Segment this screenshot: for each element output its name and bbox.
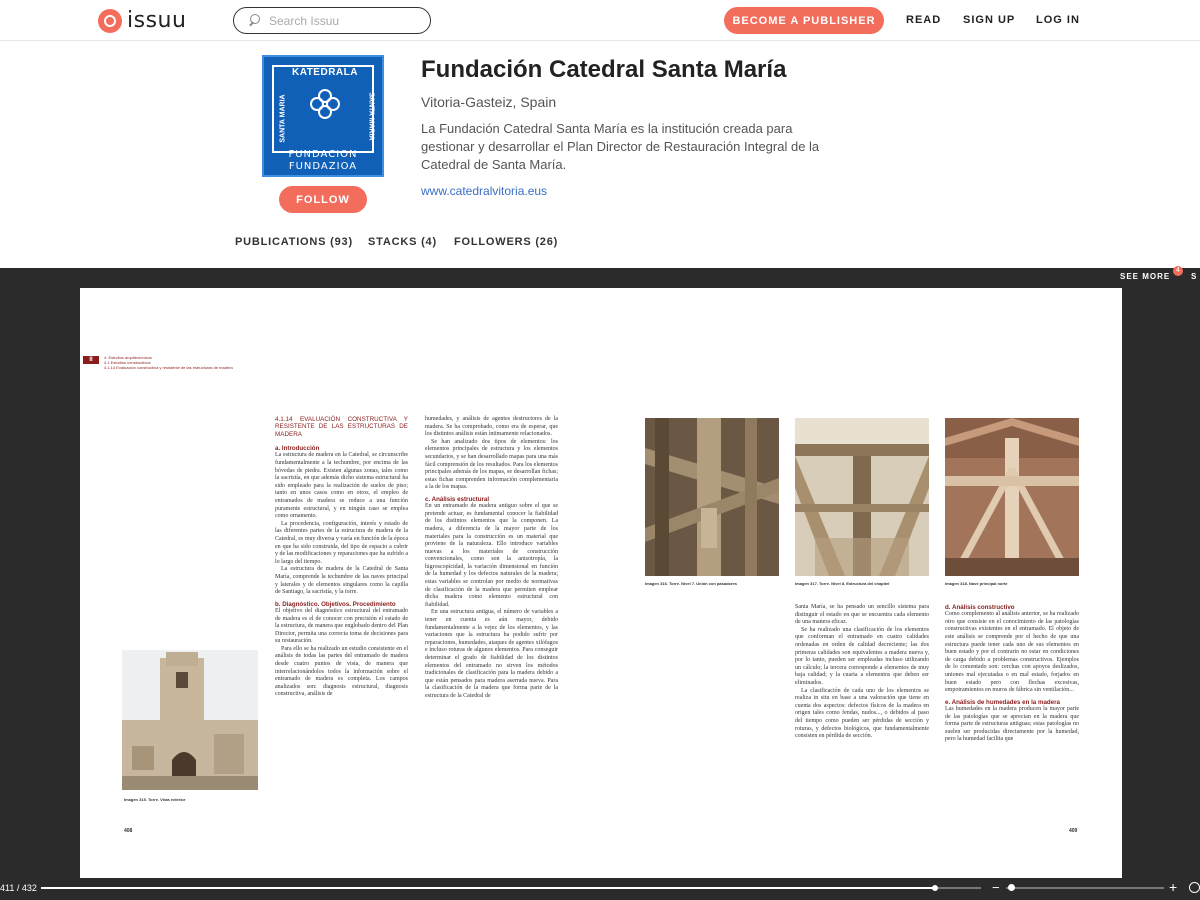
zoom-out-icon[interactable]: − — [992, 880, 1000, 895]
breadcrumb-line: 4. Estudios arquitectónicos — [104, 355, 152, 360]
timber-joint-photo — [645, 418, 779, 576]
publisher-name: Fundación Catedral Santa María — [421, 56, 787, 83]
see-more-overflow-text: S — [1191, 272, 1197, 281]
page-counter: 411 / 432 — [0, 883, 37, 893]
search-icon — [248, 14, 261, 27]
text-column — [275, 416, 408, 699]
nav-login-link[interactable]: LOG IN — [1036, 14, 1080, 26]
issuu-logo-icon — [98, 9, 122, 33]
avatar-text-line1: FUNDACION — [288, 149, 358, 160]
paragraph: Como complemento al análisis anterior, se ha realizado otro que consiste en el conocimiento de las patologías constructivas existentes en el entramado. El objeto de este análisis se comprende por el hecho de que una estructura puede tener cada uno de sus elementos en buen estado y por el contrario no estar en condiciones de carga debido a problemas constructivos. Ejemplos de lo comentado son: cerchas con apoyos deslizados, uniones mal ejecutadas o en mal estado, forjados en buen estado pero con flechas excesivas, empotramientos en muros de fábrica sin ventilación... — [945, 611, 1079, 694]
right-page — [601, 288, 1122, 878]
avatar-text-left: SANTA MARIA — [279, 94, 287, 143]
tab-stacks[interactable]: STACKS (4) — [368, 236, 437, 248]
chapter-marker: II — [83, 356, 99, 364]
paragraph: La clasificación de cada uno de los elementos se realiza in situ en base a una valoración que tiene en cuenta dos aspectos: defectos físicos de la madera en origen tales como fendas, nudos..., o debidos al paso del tiempo como pueden ser pérdidas de sección y roturas, y defectos biológicos, que fundamentalmente consisten en pérdida de sección. — [795, 687, 929, 740]
publisher-description: La Fundación Catedral Santa María es la institución creada para gestionar y desarrollar el Plan Director de Restauración Integral de la Catedral de Santa María. — [421, 121, 820, 172]
see-more-badge: 4 — [1173, 266, 1183, 276]
breadcrumb-line: 4.1 Estudios constructivos — [104, 360, 151, 365]
become-publisher-button[interactable]: BECOME A PUBLISHER — [724, 7, 884, 34]
paragraph: La estructura de madera en la Catedral, se circunscribe fundamentalmente a la techumbre, por encima de las bóvedas de piedra. Existen algunas zonas, tales como la sacristía, en que además dicho sistema estructural ha sido empleado para la realización de suelos de piso; tanto en unos casos como en otros, el empleo de entramados de madera se reduce a una función puramente estructural, y en ningún caso se emplea como ornamento. — [275, 452, 408, 520]
breadcrumb-line: 4.1.14 Evaluación constructiva y resistente de las estructuras de madera — [104, 365, 233, 370]
paragraph: En una estructura antigua, el número de variables a tener en cuenta es aún mayor, debido fundamentalmente a la vejez de los elementos, y las variaciones que la estructura ha podido sufrir por reparaciones, humedades, ataques de agentes xilófagos e incluso roturas de algunos elementos. Para conseguir determinar el grado de fiabilidad de los distintos elementos del entramado no sirven los métodos tradicionales de clasificación para la madera debido a que están pensados para madera aserrada nueva. Para la clasificación de la madera que forma parte de la estructura de la Catedral de — [425, 609, 558, 699]
paragraph: En un entramado de madera antiguo sobre el que se pretende actuar, es fundamental conocer la fiabilidad de los distintos elementos que la componen. La madera, a diferencia de la mayor parte de los materiales para la construcción es un material que proviene de la naturaleza. Ello introduce variables nuevas a los materiales de construcción convencionales, como son la anisotropía, la higroscopicidad, la variación dimensional en función de la humedad y los defectos naturales de la madera; estas variables se controlan por medio de normativas de clasificación de la madera que permiten emplear dicha madera como elemento estructural con fiabilidad. — [425, 503, 558, 608]
search-box[interactable] — [233, 7, 431, 34]
document-spread[interactable] — [80, 288, 1122, 878]
issuu-logo-text: issuu — [127, 8, 187, 33]
avatar-text-right: SANTA MARIA — [367, 92, 375, 141]
avatar-frame — [272, 65, 374, 153]
text-column — [795, 604, 929, 741]
left-page — [80, 288, 601, 878]
paragraph: La procedencia, configuración, interés y estado de las diferentes partes de la estructura de madera de la Catedral, es muy diversa y varía en función de la época en que ha sido construida, del tipo de espacio a cubrir y de las modificaciones y reparaciones que ha sufrido a lo largo del tiempo. — [275, 520, 408, 565]
see-more-button[interactable]: SEE MORE — [1120, 272, 1171, 281]
zoom-slider[interactable] — [1006, 887, 1164, 889]
subsection-heading: c. Análisis estructural — [425, 495, 490, 503]
section-title: 4.1.14 EVALUACIÓN CONSTRUCTIVA Y RESISTENTE DE LAS ESTRUCTURAS DE MADERA — [275, 416, 408, 438]
publisher-avatar[interactable] — [262, 55, 384, 177]
quatrefoil-emblem-icon — [310, 91, 340, 121]
publisher-website-link[interactable]: www.catedralvitoria.eus — [421, 184, 548, 198]
paragraph: Santa María, se ha pensado un sencillo sistema para distinguir el estado en que se encuentra cada elemento de una manera eficaz. — [795, 604, 929, 626]
paragraph: Se han analizado dos tipos de elementos: los elementos principales de estructura y los elementos secundarios, y se han desarrollado mapas para una más fácil comprensión de los resultados. Para los elementos principales además de los mapas, se desarrollan fichas; estas fichas comprenden información complementaria a la de los mapas. — [425, 438, 558, 491]
nav-read-link[interactable]: READ — [906, 14, 942, 26]
search-input[interactable] — [269, 14, 419, 28]
follow-button[interactable]: FOLLOW — [279, 186, 367, 213]
text-column — [425, 416, 558, 701]
photo-caption: Imagen 316. Torre. Nivel 7. Unión con pasadores — [645, 581, 737, 586]
tower-exterior-photo — [122, 650, 258, 790]
page-progress-slider[interactable] — [41, 887, 981, 889]
zoom-in-icon[interactable]: + — [1169, 879, 1178, 895]
tab-followers[interactable]: FOLLOWERS (26) — [454, 236, 559, 248]
subsection-heading: d. Análisis constructivo — [945, 604, 1015, 611]
reader-controls — [0, 878, 1200, 900]
text-column — [945, 604, 1079, 744]
issuu-logo[interactable] — [98, 8, 186, 33]
paragraph: Las humedades en la madera producen la mayor parte de las patologías que se aprecian en la madera que forma parte de estructuras antiguas; estas patologías no suelen ser producidas directamente por la humedad, pero la humedad facilita que — [945, 705, 1079, 743]
paragraph: El objetivo del diagnóstico estructural del entramado de madera es el de conocer con precisión el estado de la estructura, de manera que englobado dentro del Plan Director, permita una correcta toma de decisiones para su restauración. — [275, 607, 408, 645]
spire-structure-photo — [795, 418, 929, 576]
zoom-handle[interactable] — [1008, 884, 1015, 891]
photo-caption: Imagen 315. Torre. Vista exterior — [124, 797, 186, 802]
subsection-heading: e. Análisis de humedades en la madera — [945, 698, 1060, 706]
subsection-heading: b. Diagnóstico. Objetivos. Procedimiento — [275, 600, 396, 608]
breadcrumb — [104, 355, 233, 370]
top-navigation-bar — [0, 0, 1200, 41]
paragraph: Para ello se ha realizado un estudio consistente en el análisis de todas las partes del entramado de madera desde cuatro puntos de vista, de manera que interrelacionándolos todos la información sobre el entramado de madera es completa. Los campos analizados son: diagnosis estructural, diagnosis constructiva, análisis de — [275, 645, 408, 698]
paragraph: humedades, y análisis de agentes destructores de la madera. Se ha comprobado, como era de esperar, que los distintos análisis están íntimamente relacionados. — [425, 416, 558, 438]
progress-handle[interactable] — [932, 885, 938, 891]
progress-fill — [41, 887, 935, 889]
paragraph: La estructura de madera de la Catedral de Santa María, comprende la techumbre de las naves principal y laterales y de elementos singulares como la capilla de Santiago, la sacristía, y la torre. — [275, 566, 408, 596]
photo-caption: Imagen 318. Nave principal norte — [945, 581, 1008, 586]
fullscreen-icon[interactable] — [1189, 882, 1200, 893]
publisher-location: Vitoria-Gasteiz, Spain — [421, 94, 557, 110]
page-number: 408 — [124, 828, 133, 834]
photo-caption: Imagen 317. Torre. Nivel 8. Estructura del chapitel — [795, 581, 890, 586]
avatar-text-line2: FUNDAZIOA — [288, 161, 358, 172]
tab-publications[interactable]: PUBLICATIONS (93) — [235, 236, 353, 248]
roof-truss-photo — [945, 418, 1079, 576]
subsection-heading: a. Introducción — [275, 445, 320, 453]
paragraph: Se ha realizado una clasificación de los elementos que conforman el entramado en cuatro calidades ordenadas en orden de calidad decreciente; las dos primeras calidades son equivalentes a madera nueva y, por lo tanto, pueden ser empleadas incluso utilizando un cálculo; la tercera corresponde a elementos de muy baja calidad; y la cuarta a elementos que deben ser eliminados. — [795, 626, 929, 686]
avatar-text-top: KATEDRALA — [292, 67, 358, 78]
page-number: 409 — [1069, 828, 1078, 834]
nav-signup-link[interactable]: SIGN UP — [963, 14, 1016, 26]
